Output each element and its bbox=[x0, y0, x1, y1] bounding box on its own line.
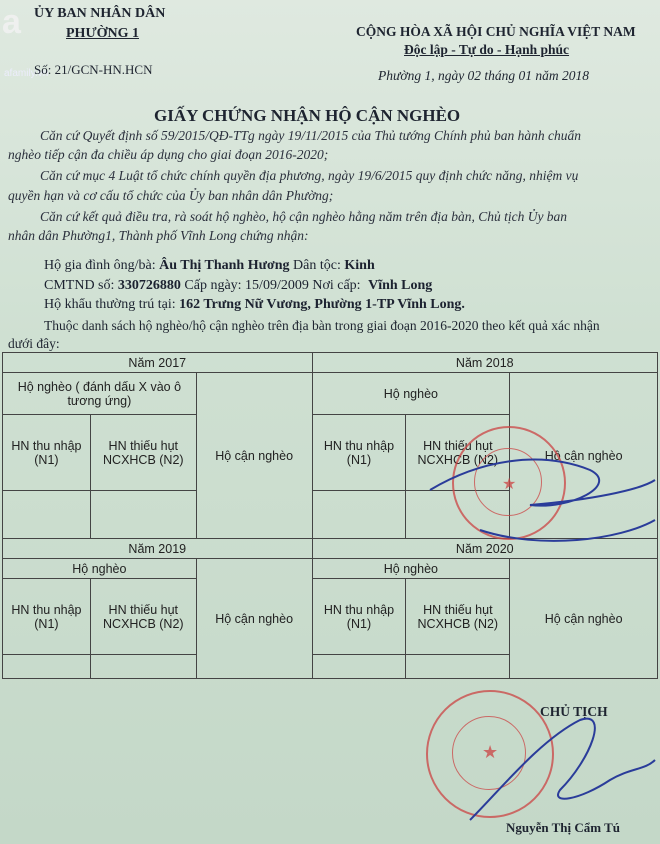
mark-cell bbox=[3, 655, 91, 679]
year-2018-header: Năm 2018 bbox=[312, 353, 657, 373]
star-emblem-icon: ★ bbox=[502, 476, 517, 493]
id-label: CMTND số: bbox=[44, 278, 115, 293]
residence-line bbox=[44, 297, 465, 313]
signer-title: CHỦ TỊCH bbox=[540, 704, 608, 719]
national-motto: Độc lập - Tự do - Hạnh phúc bbox=[404, 42, 570, 57]
national-title: CỘNG HÒA XÃ HỘI CHỦ NGHĨA VIỆT NAM bbox=[356, 24, 636, 39]
basis-line: nghèo tiếp cận đa chiều áp dụng cho giai đoạn 2016-2020; bbox=[8, 147, 329, 162]
issue-place: Vĩnh Long bbox=[368, 278, 433, 293]
residence-value: 162 Trưng Nữ Vương, Phường 1-TP Vĩnh Long. bbox=[179, 297, 465, 312]
year-2019-header: Năm 2019 bbox=[3, 539, 313, 559]
mark-cell bbox=[90, 491, 196, 539]
basis-line: nhân dân Phường1, Thành phố Vĩnh Long chứng nhận: bbox=[8, 228, 309, 243]
issuer-ward: PHƯỜNG 1 bbox=[66, 26, 139, 41]
issue-place-label: Nơi cấp: bbox=[312, 278, 361, 293]
document-number: Số: 21/GCN-HN.HCN bbox=[34, 62, 153, 77]
poor-2019-header: Hộ nghèo bbox=[3, 559, 197, 579]
poor-2018-header: Hộ nghèo bbox=[312, 373, 510, 415]
near-poor-2017: Hộ cận nghèo bbox=[196, 373, 312, 539]
deficit-2020: HN thiếu hụt NCXHCB (N2) bbox=[406, 579, 510, 655]
mark-cell bbox=[90, 655, 196, 679]
ethnic-value: Kinh bbox=[344, 258, 375, 273]
basis-line: Căn cứ mục 4 Luật tổ chức chính quyền địa phương, ngày 19/6/2015 quy định chức năng, nhiệm vụ bbox=[40, 168, 579, 183]
issuer-name: ỦY BAN NHÂN DÂN bbox=[34, 6, 166, 21]
deficit-2019: HN thiếu hụt NCXHCB (N2) bbox=[90, 579, 196, 655]
near-poor-2020: Hộ cận nghèo bbox=[510, 559, 658, 679]
signature-upper-scribble bbox=[420, 430, 660, 560]
owner-label: Hộ gia đình ông/bà: bbox=[44, 258, 156, 273]
page-title: GIẤY CHỨNG NHẬN HỘ CẬN NGHÈO bbox=[154, 106, 461, 125]
basis-line: quyền hạn và cơ cấu tổ chức của Ủy ban nhân dân Phường; bbox=[8, 188, 334, 203]
star-emblem-icon: ★ bbox=[482, 742, 499, 762]
mark-cell bbox=[406, 655, 510, 679]
year-2020-header: Năm 2020 bbox=[312, 539, 657, 559]
id-line bbox=[44, 278, 432, 294]
income-2020: HN thu nhập (N1) bbox=[312, 579, 406, 655]
owner-line bbox=[44, 258, 375, 274]
signer-name: Nguyễn Thị Cẩm Tú bbox=[506, 820, 621, 835]
watermark-logo: a bbox=[2, 3, 21, 41]
income-2018: HN thu nhập (N1) bbox=[312, 415, 406, 491]
residence-label: Hộ khẩu thường trú tại: bbox=[44, 297, 176, 312]
near-poor-2018: Hộ cận nghèo bbox=[510, 373, 658, 539]
deficit-2018: HN thiếu hụt NCXHCB (N2) bbox=[406, 415, 510, 491]
income-2019: HN thu nhập (N1) bbox=[3, 579, 91, 655]
mark-cell bbox=[312, 491, 406, 539]
income-2017: HN thu nhập (N1) bbox=[3, 415, 91, 491]
owner-name: Âu Thị Thanh Hương bbox=[159, 258, 290, 273]
issue-date: Phường 1, ngày 02 tháng 01 năm 2018 bbox=[378, 68, 590, 83]
deficit-2017: HN thiếu hụt NCXHCB (N2) bbox=[90, 415, 196, 491]
poor-mark-header: Hộ nghèo ( đánh dấu X vào ô tương ứng) bbox=[3, 373, 197, 415]
near-poor-2019: Hộ cận nghèo bbox=[196, 559, 312, 679]
mark-cell bbox=[312, 655, 406, 679]
list-intro-cont: dưới đây: bbox=[8, 336, 60, 351]
basis-line: Căn cứ kết quả điều tra, rà soát hộ nghèo, hộ cận nghèo hằng năm trên địa bàn, Chủ tịch Ủy ban bbox=[40, 209, 568, 224]
list-intro: Thuộc danh sách hộ nghèo/hộ cận nghèo trên địa bàn trong giai đoạn 2016-2020 theo kết quả xác nhận bbox=[44, 318, 600, 333]
ethnic-label: Dân tộc: bbox=[293, 258, 341, 273]
poor-2020-header: Hộ nghèo bbox=[312, 559, 510, 579]
basis-line: Căn cứ Quyết định số 59/2015/QĐ-TTg ngày 19/11/2015 của Thủ tướng Chính phủ ban hành chuẩn bbox=[40, 128, 582, 143]
year-2017-header: Năm 2017 bbox=[3, 353, 313, 373]
mark-cell bbox=[3, 491, 91, 539]
id-number: 330726880 bbox=[117, 278, 181, 293]
issue-date-label: Cấp ngày: 15/09/2009 bbox=[184, 278, 309, 293]
signature-lower-scribble bbox=[440, 700, 660, 840]
watermark-text: afamily.vn bbox=[4, 68, 49, 79]
